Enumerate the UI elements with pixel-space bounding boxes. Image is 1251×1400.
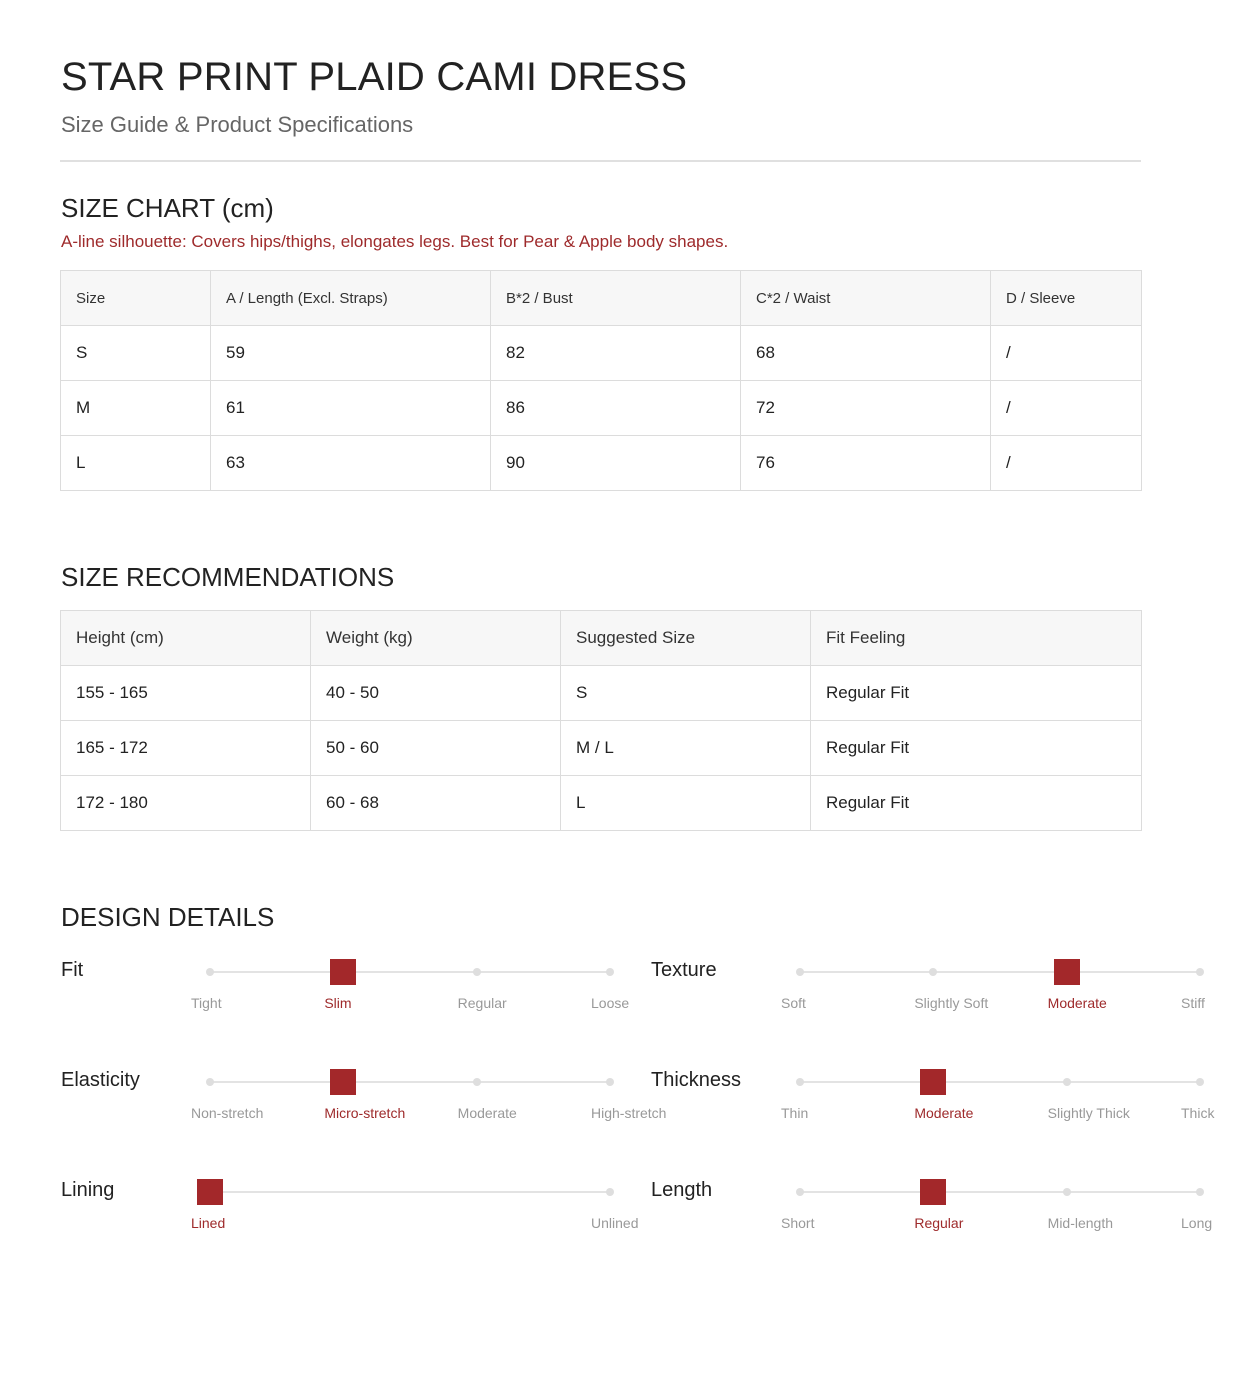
scale-option-label: High-stretch: [591, 1105, 667, 1121]
scale-option-label: Unlined: [591, 1215, 639, 1231]
selected-marker: [330, 1069, 356, 1095]
attribute-texture: [651, 957, 1251, 1037]
table-cell: 82: [491, 326, 741, 381]
attribute-length: [651, 1177, 1251, 1257]
column-header: B*2 / Bust: [491, 271, 741, 326]
scale-option-label: Micro-stretch: [324, 1105, 406, 1121]
attribute-thickness: [651, 1067, 1251, 1147]
column-header: D / Sleeve: [991, 271, 1142, 326]
attribute-label: Thickness: [651, 1069, 742, 1091]
scale-dot: [606, 968, 614, 976]
selected-marker: [920, 1069, 946, 1095]
table-cell: L: [61, 436, 211, 491]
scale-option-label: Soft: [781, 995, 806, 1011]
scale-dot: [1063, 1078, 1071, 1086]
scale-dot: [1196, 968, 1204, 976]
scale-dot: [206, 968, 214, 976]
scale-option-label: Slightly Soft: [914, 995, 989, 1011]
scale-option-label: Moderate: [1047, 995, 1107, 1011]
scale-option-label: Lined: [191, 1215, 226, 1231]
column-header: Weight (kg): [311, 611, 561, 666]
size-chart-heading: SIZE CHART (cm): [61, 193, 274, 223]
scale-option-label: Moderate: [914, 1105, 974, 1121]
scale-track: [800, 1191, 1200, 1193]
table-row: [61, 436, 1142, 491]
table-cell: 172 - 180: [61, 776, 311, 831]
selected-marker: [330, 959, 356, 985]
table-cell: 63: [211, 436, 491, 491]
attribute-label: Texture: [651, 959, 717, 981]
size-chart-table: [60, 270, 1142, 491]
table-cell: S: [61, 326, 211, 381]
table-header-row: [61, 271, 1142, 326]
table-cell: 68: [741, 326, 991, 381]
scale-option-label: Non-stretch: [191, 1105, 264, 1121]
attribute-lining: [61, 1177, 661, 1257]
scale-dot: [796, 1078, 804, 1086]
table-cell: M / L: [561, 721, 811, 776]
scale-option-label: Mid-length: [1047, 1215, 1114, 1231]
table-cell: 61: [211, 381, 491, 436]
table-cell: 90: [491, 436, 741, 491]
table-cell: 76: [741, 436, 991, 491]
scale-track: [800, 1081, 1200, 1083]
selected-marker: [1054, 959, 1080, 985]
silhouette-note: A-line silhouette: Covers hips/thighs, elongates legs. Best for Pear & Apple body shapes.: [61, 232, 729, 251]
recommendations-heading: SIZE RECOMMENDATIONS: [61, 562, 395, 592]
selected-marker: [197, 1179, 223, 1205]
table-header-row: [61, 611, 1142, 666]
column-header: A / Length (Excl. Straps): [211, 271, 491, 326]
column-header: Size: [61, 271, 211, 326]
product-title: STAR PRINT PLAID CAMI DRESS: [61, 55, 688, 99]
column-header: Height (cm): [61, 611, 311, 666]
scale-track: [210, 1081, 610, 1083]
scale-dot: [1196, 1188, 1204, 1196]
table-cell: /: [991, 436, 1142, 491]
table-cell: Regular Fit: [811, 666, 1142, 721]
scale-track: [210, 971, 610, 973]
table-row: [61, 776, 1142, 831]
scale-option-label: Slim: [324, 995, 352, 1011]
scale-dot: [606, 1078, 614, 1086]
scale-option-label: Regular: [457, 995, 507, 1011]
column-header: C*2 / Waist: [741, 271, 991, 326]
size-recommendations-table: [60, 610, 1142, 831]
table-cell: S: [561, 666, 811, 721]
table-cell: 72: [741, 381, 991, 436]
attribute-label: Elasticity: [61, 1069, 140, 1091]
scale-dot: [606, 1188, 614, 1196]
attribute-fit: [61, 957, 661, 1037]
page-subtitle: Size Guide & Product Specifications: [61, 112, 414, 137]
table-cell: L: [561, 776, 811, 831]
table-cell: 155 - 165: [61, 666, 311, 721]
table-cell: 40 - 50: [311, 666, 561, 721]
scale-dot: [796, 1188, 804, 1196]
table-cell: 60 - 68: [311, 776, 561, 831]
table-row: [61, 666, 1142, 721]
column-header: Suggested Size: [561, 611, 811, 666]
table-cell: 86: [491, 381, 741, 436]
scale-option-label: Regular: [914, 1215, 964, 1231]
scale-option-label: Long: [1181, 1215, 1213, 1231]
scale-option-label: Stiff: [1181, 995, 1205, 1011]
design-details-heading: DESIGN DETAILS: [61, 902, 275, 932]
table-cell: Regular Fit: [811, 776, 1142, 831]
scale-dot: [473, 1078, 481, 1086]
table-cell: 50 - 60: [311, 721, 561, 776]
scale-track: [210, 1191, 610, 1193]
scale-option-label: Moderate: [457, 1105, 517, 1121]
scale-dot: [929, 968, 937, 976]
scale-option-label: Thin: [781, 1105, 809, 1121]
column-header: Fit Feeling: [811, 611, 1142, 666]
scale-dot: [796, 968, 804, 976]
scale-option-label: Slightly Thick: [1047, 1105, 1130, 1121]
scale-track: [800, 971, 1200, 973]
header-divider: [60, 160, 1141, 162]
scale-option-label: Thick: [1181, 1105, 1215, 1121]
attribute-label: Fit: [61, 959, 84, 981]
selected-marker: [920, 1179, 946, 1205]
scale-dot: [206, 1078, 214, 1086]
table-cell: Regular Fit: [811, 721, 1142, 776]
table-cell: M: [61, 381, 211, 436]
attribute-label: Length: [651, 1179, 713, 1201]
table-row: [61, 326, 1142, 381]
scale-dot: [1063, 1188, 1071, 1196]
scale-dot: [473, 968, 481, 976]
table-cell: /: [991, 326, 1142, 381]
table-cell: 59: [211, 326, 491, 381]
table-cell: /: [991, 381, 1142, 436]
scale-option-label: Tight: [191, 995, 222, 1011]
scale-option-label: Loose: [591, 995, 630, 1011]
attribute-label: Lining: [61, 1179, 115, 1201]
table-row: [61, 381, 1142, 436]
scale-option-label: Short: [781, 1215, 815, 1231]
table-row: [61, 721, 1142, 776]
table-cell: 165 - 172: [61, 721, 311, 776]
attribute-elasticity: [61, 1067, 667, 1147]
scale-dot: [1196, 1078, 1204, 1086]
